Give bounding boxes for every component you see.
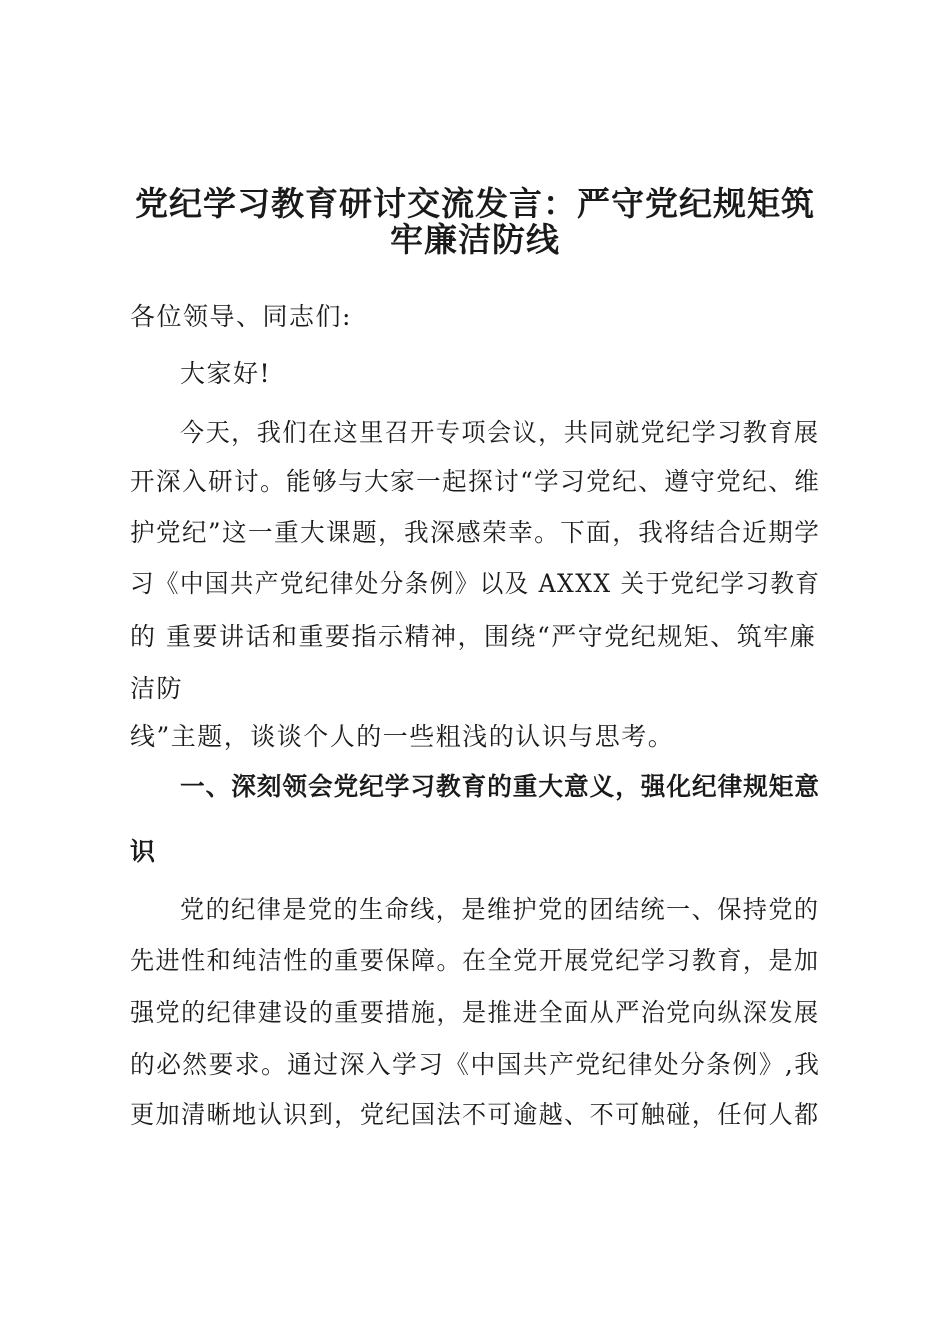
section-body-line-5: 更加清晰地认识到，党纪国法不可逾越、不可触碰，任何人都	[130, 1100, 820, 1129]
intro-line-6: 洁防	[130, 674, 184, 703]
intro-line-3: 护党纪”这一重大课题，我深感荣幸。下面，我将结合近期学	[130, 518, 821, 547]
greeting: 大家好!	[180, 359, 272, 388]
section-body-line-1: 党的纪律是党的生命线，是维护党的团结统一、保持党的	[180, 895, 820, 924]
salutation: 各位领导、同志们:	[130, 302, 352, 331]
intro-line-5: 的 重要讲话和重要指示精神，围绕“严守党纪规矩、筑牢廉	[130, 622, 817, 651]
document-title-line-1: 党纪学习教育研讨交流发言：严守党纪规矩筑	[135, 184, 815, 223]
intro-line-7: 线”主题，谈谈个人的一些粗浅的认识与思考。	[130, 722, 675, 751]
intro-line-1: 今天，我们在这里召开专项会议，共同就党纪学习教育展	[180, 418, 820, 447]
section-body-line-4: 的必然要求。通过深入学习《中国共产党纪律处分条例》,我	[130, 1050, 821, 1079]
document-title-line-2: 牢廉洁防线	[390, 220, 560, 259]
intro-line-4: 习《中国共产党纪律处分条例》以及 AXXX 关于党纪学习教育	[130, 569, 821, 598]
section-body-line-3: 强党的纪律建设的重要措施，是推进全面从严治党向纵深发展	[130, 998, 820, 1027]
section-heading-line-2: 识	[130, 837, 157, 866]
section-body-line-2: 先进性和纯洁性的重要保障。在全党开展党纪学习教育，是加	[130, 946, 820, 975]
section-heading-line-1: 一、深刻领会党纪学习教育的重大意义，强化纪律规矩意	[180, 772, 821, 801]
intro-line-2: 开深入研讨。能够与大家一起探讨“学习党纪、遵守党纪、维	[130, 467, 821, 496]
